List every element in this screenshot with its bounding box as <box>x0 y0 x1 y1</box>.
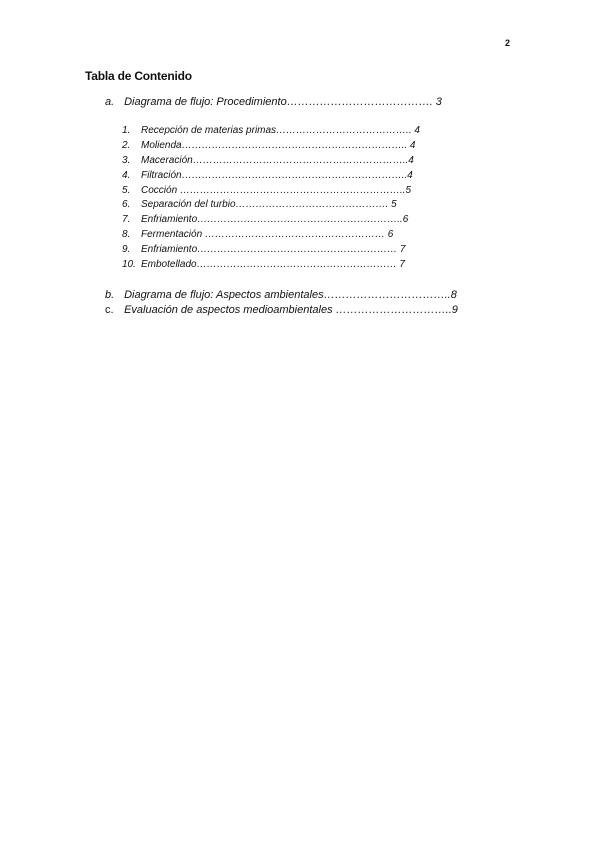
subitem-text: Filtración…………………………………………………………..4 <box>141 170 413 181</box>
toc-subitem-5[interactable] <box>122 185 411 197</box>
subitem-number: 8. <box>122 229 131 240</box>
subitem-text: Maceración………………………………………………………..4 <box>141 155 414 166</box>
section-text: Diagrama de flujo: Aspectos ambientales……………………………..8 <box>124 289 457 301</box>
subitem-number: 6. <box>122 199 131 210</box>
subitem-number: 10. <box>122 259 136 270</box>
toc-subitem-2[interactable] <box>122 140 415 152</box>
toc-subitem-10[interactable] <box>122 259 405 271</box>
toc-section-a[interactable] <box>105 95 442 109</box>
subitem-number: 1. <box>122 125 131 136</box>
section-text: Diagrama de flujo: Procedimiento…………………………………. 3 <box>124 96 442 108</box>
section-marker: b. <box>105 289 115 301</box>
subitem-number: 9. <box>122 244 131 255</box>
toc-subitem-3[interactable] <box>122 155 414 167</box>
toc-subitem-7[interactable] <box>122 214 408 226</box>
section-text: Evaluación de aspectos medioambientales …………………………..9 <box>124 304 458 316</box>
page-number: 2 <box>505 38 511 48</box>
toc-subitem-9[interactable] <box>122 244 405 256</box>
subitem-text: Embotellado…………………………………………………… 7 <box>141 259 405 270</box>
toc-subitem-8[interactable] <box>122 229 393 241</box>
subitem-text: Molienda………………………………………………………….. 4 <box>141 140 416 151</box>
toc-section-c[interactable] <box>105 303 458 317</box>
subitem-text: Separación del turbio………………………………………. 5 <box>141 199 397 210</box>
toc-section-b[interactable] <box>105 288 457 302</box>
toc-title: Tabla de Contenido <box>85 69 192 83</box>
toc-subitem-4[interactable] <box>122 170 413 182</box>
toc-subitem-6[interactable] <box>122 199 397 211</box>
subitem-text: Fermentación ……………………………………………… 6 <box>141 229 394 240</box>
subitem-number: 3. <box>122 155 131 166</box>
subitem-text: Recepción de materias primas………………………………….. 4 <box>141 125 420 136</box>
subitem-text: Enfriamiento……………………………………………………..6 <box>141 214 409 225</box>
section-marker: c. <box>105 304 114 316</box>
subitem-number: 2. <box>122 140 131 151</box>
subitem-text: Cocción …………………………………………………………..5 <box>141 185 412 196</box>
subitem-text: Enfriamiento…………………………………………………… 7 <box>141 244 406 255</box>
subitem-number: 7. <box>122 214 131 225</box>
toc-subitem-1[interactable] <box>122 125 420 137</box>
subitem-number: 5. <box>122 185 131 196</box>
section-marker: a. <box>105 96 115 108</box>
subitem-number: 4. <box>122 170 131 181</box>
